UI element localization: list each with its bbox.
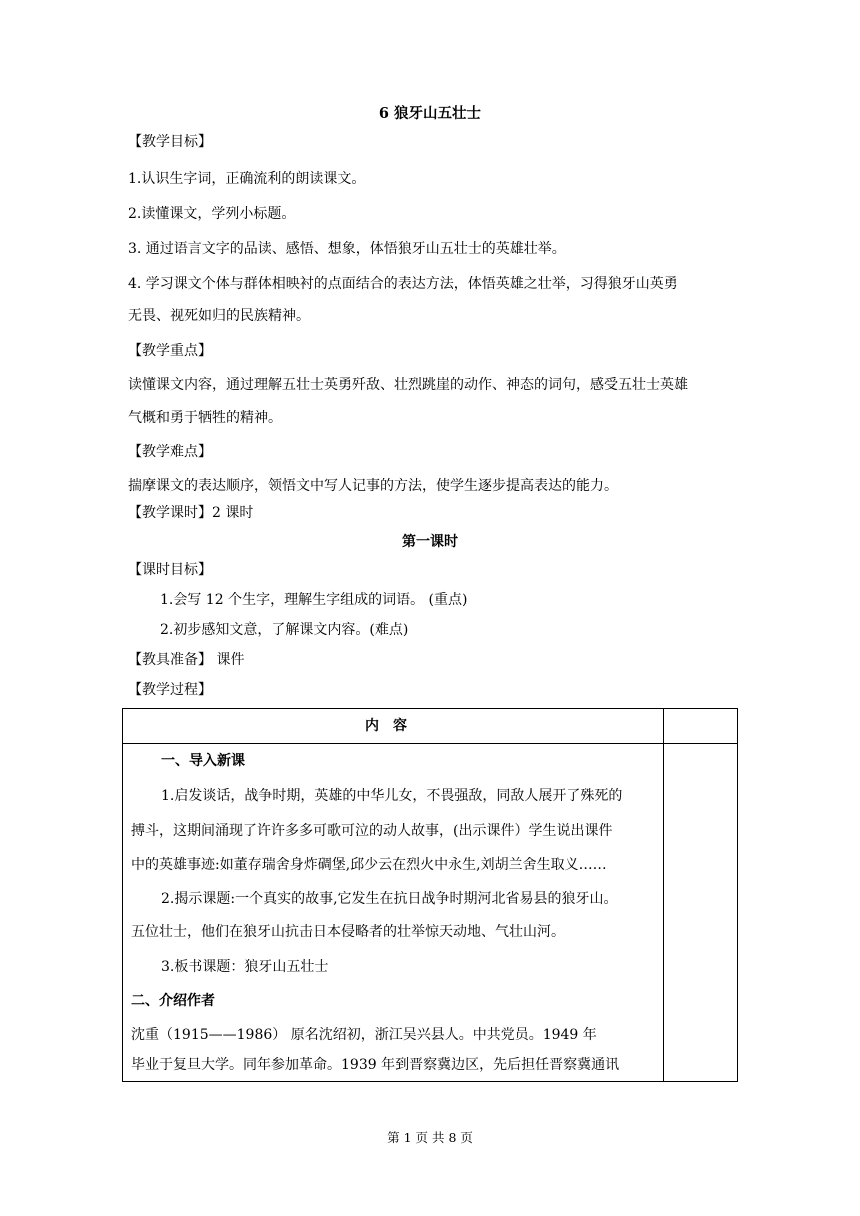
author-para-line1: 沈重（1915——1986） 原名沈绍初，浙江吴兴县人。中共党员。1949 年 [131,1027,597,1043]
process-heading: 【教学过程】 [128,682,212,698]
goal-4-line1: 4. 学习课文个体与群体相映衬的点面结合的表达方法，体悟英雄之壮举，习得狼牙山英勇 [128,276,678,292]
intro-para-3: 3.板书课题：狼牙山五壮士 [161,959,329,975]
lesson-goal-1: 1.会写 12 个生字，理解生字组成的词语。 (重点) [160,592,468,608]
goals-heading: 【教学目标】 [128,134,212,150]
intro-para-1-line2: 搏斗，这期间涌现了许许多多可歌可泣的动人故事，(出示课件）学生说出课件 [131,823,613,839]
table-column-divider [663,709,664,1081]
goal-4-line2: 无畏、视死如归的民族精神。 [128,308,310,324]
process-table [122,708,738,1082]
intro-para-1-line1: 1.启发谈话，战争时期，英雄的中华儿女，不畏强敌，同敌人展开了殊死的 [161,788,623,804]
lesson-goal-2: 2.初步感知文意，了解课文内容。(难点) [160,622,409,638]
goal-3: 3. 通过语言文字的品读、感悟、想象，体悟狼牙山五壮士的英雄壮举。 [128,241,566,257]
key-points-line1: 读懂课文内容，通过理解五壮士英勇歼敌、壮烈跳崖的动作、神态的词句，感受五壮士英雄 [128,377,688,393]
difficulty-heading: 【教学难点】 [128,444,212,460]
intro-para-1-line3: 中的英雄事迹:如董存瑞舍身炸碉堡,邱少云在烈火中永生,刘胡兰舍生取义…… [131,857,607,873]
section-intro-heading: 一、导入新课 [161,753,245,769]
table-header-divider [123,743,737,744]
document-title: 6 狼牙山五壮士 [378,105,482,122]
key-points-heading: 【教学重点】 [128,343,212,359]
page-footer: 第 1 页 共 8 页 [387,1130,473,1145]
goal-1: 1.认识生字词，正确流利的朗读课文。 [128,171,366,187]
intro-para-2-line1: 2.揭示课题:一个真实的故事,它发生在抗日战争时期河北省易县的狼牙山。 [161,891,618,907]
class-periods: 【教学课时】2 课时 [128,505,254,521]
lesson-goals-heading: 【课时目标】 [128,562,212,578]
intro-para-2-line2: 五位壮士，他们在狼牙山抗击日本侵略者的壮举惊天动地、气壮山河。 [131,924,565,940]
teaching-aids: 【教具准备】 课件 [128,652,245,668]
section-author-heading: 二、介绍作者 [131,993,215,1009]
key-points-line2: 气概和勇于牺牲的精神。 [128,410,282,426]
lesson-1-heading: 第一课时 [402,534,458,550]
goal-2: 2.读懂课文，学列小标题。 [128,206,296,222]
difficulty-text: 揣摩课文的表达顺序，领悟文中写人记事的方法，使学生逐步提高表达的能力。 [128,478,618,494]
table-header-content: 内容 [365,718,421,734]
author-para-line2: 毕业于复旦大学。同年参加革命。1939 年到晋察冀边区，先后担任晋察冀通讯 [131,1057,620,1073]
